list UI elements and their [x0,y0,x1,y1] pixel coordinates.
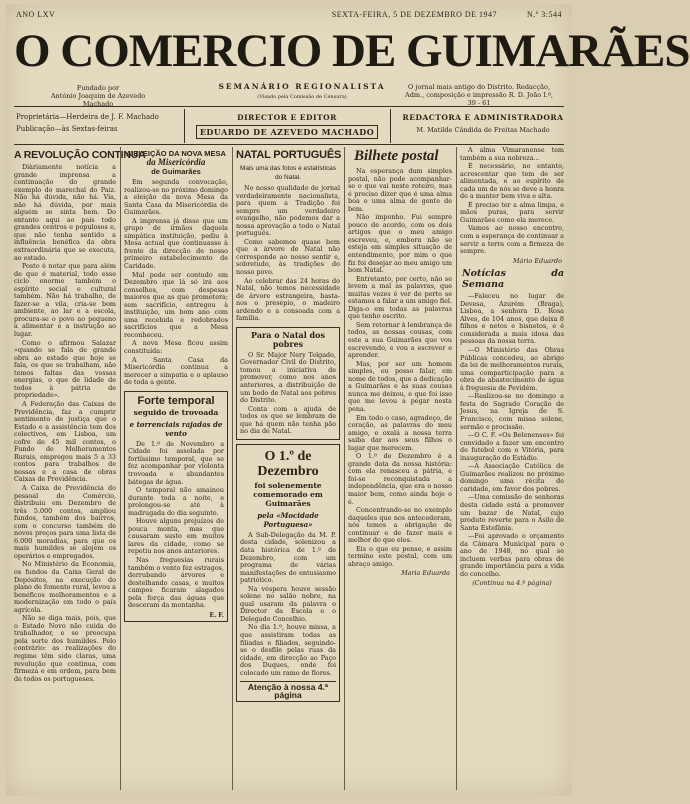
news-item: —Faleceu no lugar de Devesa, Azurém (Braga), Lisboa, a senhora D. Rosa Alves, de 104 anos, que deixa 8 filhos e netos e bisnetos, e é considerada a mais idosa das pessoas da nossa terra. [460,292,564,346]
paragraph: No nosso qualidade de jornal verdadeiramente nacionalista, para quem a Tradição foi sempre um verdadeiro evangelho, não podemos dar a nossa aprovação a todo o Natal português. [236,184,340,238]
headline-natal: NATAL PORTUGUÊS [236,149,342,161]
temporal-subtitle: seguido de trovoada [133,407,219,417]
column-5 [460,147,564,792]
paragraph: A Caixa de Previdência do pessoal do Comércio, distribuiu em Dezembro de três 5.000 contos, ampliou fundos, também dos bairros, com o concurso também de novos preços para uma lista de 6.000 moradias, para que os mais humildes se alojem os operários e empregados. [14,483,116,560]
masthead-subline [16,82,562,108]
column-divider [232,147,233,790]
headline-eleicao [124,149,228,176]
censura-note: (Visado pela Comissão de Censura) [257,94,347,100]
column-3 [236,147,340,792]
masthead-rule [14,106,564,107]
paragraph: Em segunda convocação, realizou-se no próximo domingo a eleição da nova Mesa da Santa Casa da Misericórdia de Guimarães. [124,178,228,217]
column-4 [348,147,452,792]
paragraph: A imprensa já disse que um grupo de irmãos daquela simpática instituição, pediu à Mesa actual que continuasse à frente da direcção de nosso primeiro estabelecimento de Caridade. [124,216,228,271]
paragraph: A Sub-Delegação da M. P. desta cidade, solenizou a data histórica de 1.º de Dezembro, com um programa de várias manifestações de entusiasmo patriótico. [240,530,336,585]
director-col [192,109,382,143]
proprietor: Proprietária—Herdeira de J. F. Machado [16,113,159,121]
paragraph: Mal pode ser contudo em Dezembro que lá só irá aos conselhos, com despesas maiores que as que prometera; sem sacrifício, entregou à instituição, um bom ano com uma recebida e redobrados sacrifícios que a Mesa reconheceu. [124,270,228,339]
paragraph: Concentrando-se no exemplo daqueles que nos antecederam, nós temos a obrigação de continuar e de fazer mais e melhor do que eles. [348,506,452,545]
news-item: —Realizou-se no domingo a festa do Sagrado Coração de Jesus, na Igreja de S. Francisco, com missa solene, sermão e procissão. [460,392,564,431]
director-label: DIRECTOR E EDITOR [237,113,337,122]
paragraph: Não se diga mais, pois, que o Estado Novo não cuida do trabalhador, e se preocupa pela sorte dos humildes. Pelo contrário: as realizações do regime têm sido claras, uma revolução que continua, com firmeza e em ordem, para bem de todos os portugueses. [14,614,116,683]
column-divider [456,147,457,790]
author-initials: E. F. [209,611,224,619]
paragraph: A Santa Casa da Misericórdia continua a merecer a simpatia e o aplauso de toda a gente. [124,355,228,387]
signature: Mário Eduardo [512,256,562,265]
founder-info [38,84,158,108]
paragraph: Houve alguns prejuízos de pouca monta, mas que causaram susto em muitos lares da cidade, como se repetiu nos anos anteriores. [128,517,224,556]
headline-line: da Misericórdia [146,157,206,167]
paragraph: Ao celebrar das 24 horas do Natal, não temos necessidade de árvore estrangeira, basta-nos o presépio, o madeiro ardendo e a consoada com a família. [236,276,340,323]
paragraph: Como o afirmou Salazar «quando se fala de grande obra ao estado que hoje se fala, os que se trabalham, não temos faltas das vossas energias, o que de lidade de todos à pátria de propriedade». [14,338,116,400]
redactora-label: REDACTORA E ADMINISTRADORA [402,113,564,122]
headline-line: A ELEIÇÃO DA NOVA MESA [126,149,226,158]
natal-pobres-box [236,327,340,440]
paragraph: Eis o que eu penso, e assim termino este postal, com um abraço amigo. [348,544,452,568]
article-columns [14,147,564,792]
issue-date: SEXTA-FEIRA, 5 DE DEZEMBRO DE 1947 [331,10,498,19]
paragraph: No dia 1.º, houve missa, a que assistiram todas as filiadas e filiados, seguindo-se o desfile pelas ruas da cidade, em direcção ao Paço dos Duques, onde foi colocado um ramo de flores. [240,623,336,677]
mocidade-label: pela «Mocidade Portuguesa» [257,510,319,529]
paragraph: É necessário, no entanto, acrescentar que tem de ser alimentada, e ao espírito de cada um de nós se deve a honra de a manter bem viva e alta. [460,162,564,201]
redactora-name: M. Matilde Cândida de Freitas Machado [416,126,550,134]
noticias-title: Notícias da Semana [462,268,564,291]
news-item: —O C. F. «Os Belenenses» foi convidado a fazer um encontro de futebol com o Vitória, para inauguração do Estádio. [460,431,564,462]
paragraph: De 1.º de Novembro a Cidade foi assolada por fortíssimo temporal, que se fez acompanhar por violenta trovoada e abundantes bátegas de água. [128,439,224,486]
natal-pobres-title: Para o Natal dos pobres [251,329,325,349]
semanario-text: SEMANÁRIO REGIONALISTA [218,82,386,91]
address-line-2: Adm., composição e impressão R. D. João I.º, 39 - 61 [405,91,553,107]
column-divider [344,147,345,790]
dezembro-subtitle: foi solenemente comemorado em Guimarães [253,480,323,508]
founder-name: António Joaquim de Azevedo Machado [50,92,146,108]
paragraph: Sem retornar à lembrança de todos, as nossas cousas, com este a sua Guimarães que vou escrevendo, e vou a escrever e aprender. [348,320,452,360]
address-line-1: O jornal mais antigo do Distrito. Redacção, [407,83,551,91]
paragraph: No Ministério da Economia, os fundos da Caixa Geral de Depósitos, na execução do plano de fomento rural, levou a benéficos melhoramentos e a modernização em todo o país agrícola. [14,560,116,614]
paragraph: Como sabemos quase bem que a árvore de Natal não corresponde ao nosso sentir e, sobretudo, às tradições do nosso povo. [236,237,340,277]
paragraph: Mas, por ser um homem simples, eu posso falar, em nome de todos, que a dedicação a Guimarães e às suas cousas nunca me deixou, e que foi isso que me levou a pegar nesta pena. [348,359,452,413]
paragraph: Posto é notar que para além de que é material, todo esse ciclo enorme também o espírito social e cultural também. Não há trabalho, de fazer-se a vila, cria-se bom ambiente, ao lar e a escola, procura-se o povo ao pequeno a alimentar e a instrução ao lugar. [14,262,116,339]
founded-label: Fundado por [76,84,120,92]
issue-number: N.º 3:544 [527,10,562,19]
bilhete-postal-title: Bilhete postal [354,148,439,164]
news-item: —A Associação Católica de Guimarães realizou no próximo domingo uma récita de caridade, em favor dos pobres. [460,462,564,493]
temporal-italic: e torrenciais rajadas de vento [129,419,223,438]
paragraph: O 1.º de Dezembro é a grande data da nossa história: com ela renasceu a pátria, e foi-se reconquistada a independência, que era o nosso maior bem, como ainda hoje o é. [348,452,452,506]
temporal-box [124,391,228,623]
redactora-col [394,109,572,143]
paragraph: O temporal não amainou durante toda a noite, e prolongou-se até à madrugada do dia seguinte. [128,486,224,517]
natal-subtitle: Mais uma das fotos e estatísticas do Natal. [239,165,337,181]
paragraph: Diàriamente notícia a grande imprensa a continuação do grande exemplo do marechal do Paiz. Não há dúvida, não há. Via, não há dúvida, por mais alguém se sinta bem. Do entanto aqui ao pais todo grandes centros e populosos e, que não tenha sentido a influência benéfica da obra extraordinária que se executa, ao estado. [14,163,116,262]
news-item: —O Ministério das Obras Públicas concedeu, ao abrigo da lei de melhoramentos rurais, uma comparticipação para a obra de abastecimento de água à freguesia de Pevidém. [460,346,564,392]
staff-divider [390,109,391,143]
page4-callout: Atenção à nossa 4.ª página [240,681,336,699]
column-1 [14,147,146,792]
top-info-line [16,10,562,22]
paragraph: Entretanto, por certo, não se levem a mal as palavras, que muitas vezes é ver de perto se estamos a falar a um amigo fiel. Diga-o em todas as palavras que tenho escrito. [348,274,452,321]
volume-number: ANO LXV [16,10,56,19]
director-name: EDUARDO DE AZEVEDO MACHADO [196,125,378,139]
dezembro-title: O 1.º de Dezembro [257,448,319,479]
paragraph: Conta com a ajuda de todos os que se lembram de que há quem não tenha pão no dia de Natal. [240,404,336,436]
column-divider [120,147,121,790]
news-item: —Foi aprovado o orçamento da Câmara Municipal para o ano de 1948, no qual se incluem verbas para obras de grande importância para a vida do concelho. [460,532,564,578]
paragraph: Vamos ao nosso encontro, com a esperança de continuar a servir a terra com a firmeza de sempre. [460,224,564,256]
paragraph: A alma Vimaranense tem também a sua nobreza... [460,146,564,162]
staff-divider [184,109,185,143]
newspaper-page [6,4,690,796]
temporal-title: Forte temporal [137,394,215,407]
column-2 [124,147,228,792]
staff-bar [14,109,564,143]
paragraph: Na véspera houve sessão solene no salão nobre, na qual usaram da palavra o Director da Escola e o Delegado Concelhio. [240,584,336,623]
publication-day: Publicação—às Sextas-feiras [16,125,118,133]
paragraph: Nas freguesias rurais também o vento fez estragos, derrubando árvores e destelhando casas, e muitos campos ficaram alagados pela força das águas que desceram da montanha. [128,555,224,610]
headline-revolucao: A REVOLUÇÃO CONTINUA [14,149,146,161]
address-info [404,83,554,107]
paragraph: Em todo o caso, agradeço, de coração, as palavras do meu amigo, e oxalá a nossa terra saiba dar aos seus filhos o lugar que merecem. [348,413,452,452]
continuation-note: (Continua na 4.ª página) [472,579,552,588]
headline-line: de Guimarães [151,167,201,176]
paragraph: É preciso ter a alma limpa, e mãos puras, para servir Guimarães como ela merece. [460,200,564,224]
masthead-title: O COMERCIO DE GUIMARÃES [14,25,690,77]
dezembro-box [236,444,340,702]
paragraph: A Federação das Caixas de Previdência, faz a cumprir sentimento de justiça que o Estado e a assistência tem dos colectivos, em Lisboa, um cofre de 45 mil contos, o Fundo de Melhoramentos Rurais, empregou mais 5 a 33 contos para trabalhos de nossas e a casa de obras Caixas de Previdência. [14,399,116,484]
news-item: —Uma comissão de senhoras desta cidade está a promover um bazar de Natal, cujo produto reverte para o Asilo de Santa Estefânia. [460,493,564,532]
proprietor-col [16,109,176,143]
paragraph: Na esperança dum simples postal, não pode acompanhar-se o que vai neste roteiro, mas é preciso dizer que é uma alma boa e uma alma de gente de bem. [348,167,452,213]
paragraph: Não imponho. Fui sempre pouco de acordo, com os dois artigos que o meu amigo escreveu, e, embora não se esteja em simples situação de entendimento, por mim o que fiz foi desejar ao meu amigo um bom Natal. [348,213,452,275]
paragraph: O Sr. Major Nery Telgado, Governador Civil do Distrito, tomou a iniciativa de promover, como nos anos anteriores, a distribuição de um bodo de Natal aos pobres do Distrito. [240,350,336,405]
paragraph: A nova Mesa ficou assim constituída: [124,339,228,356]
staff-rule [14,144,564,145]
semanario-label [212,83,392,101]
signature: Maria Eduarda [401,569,450,578]
